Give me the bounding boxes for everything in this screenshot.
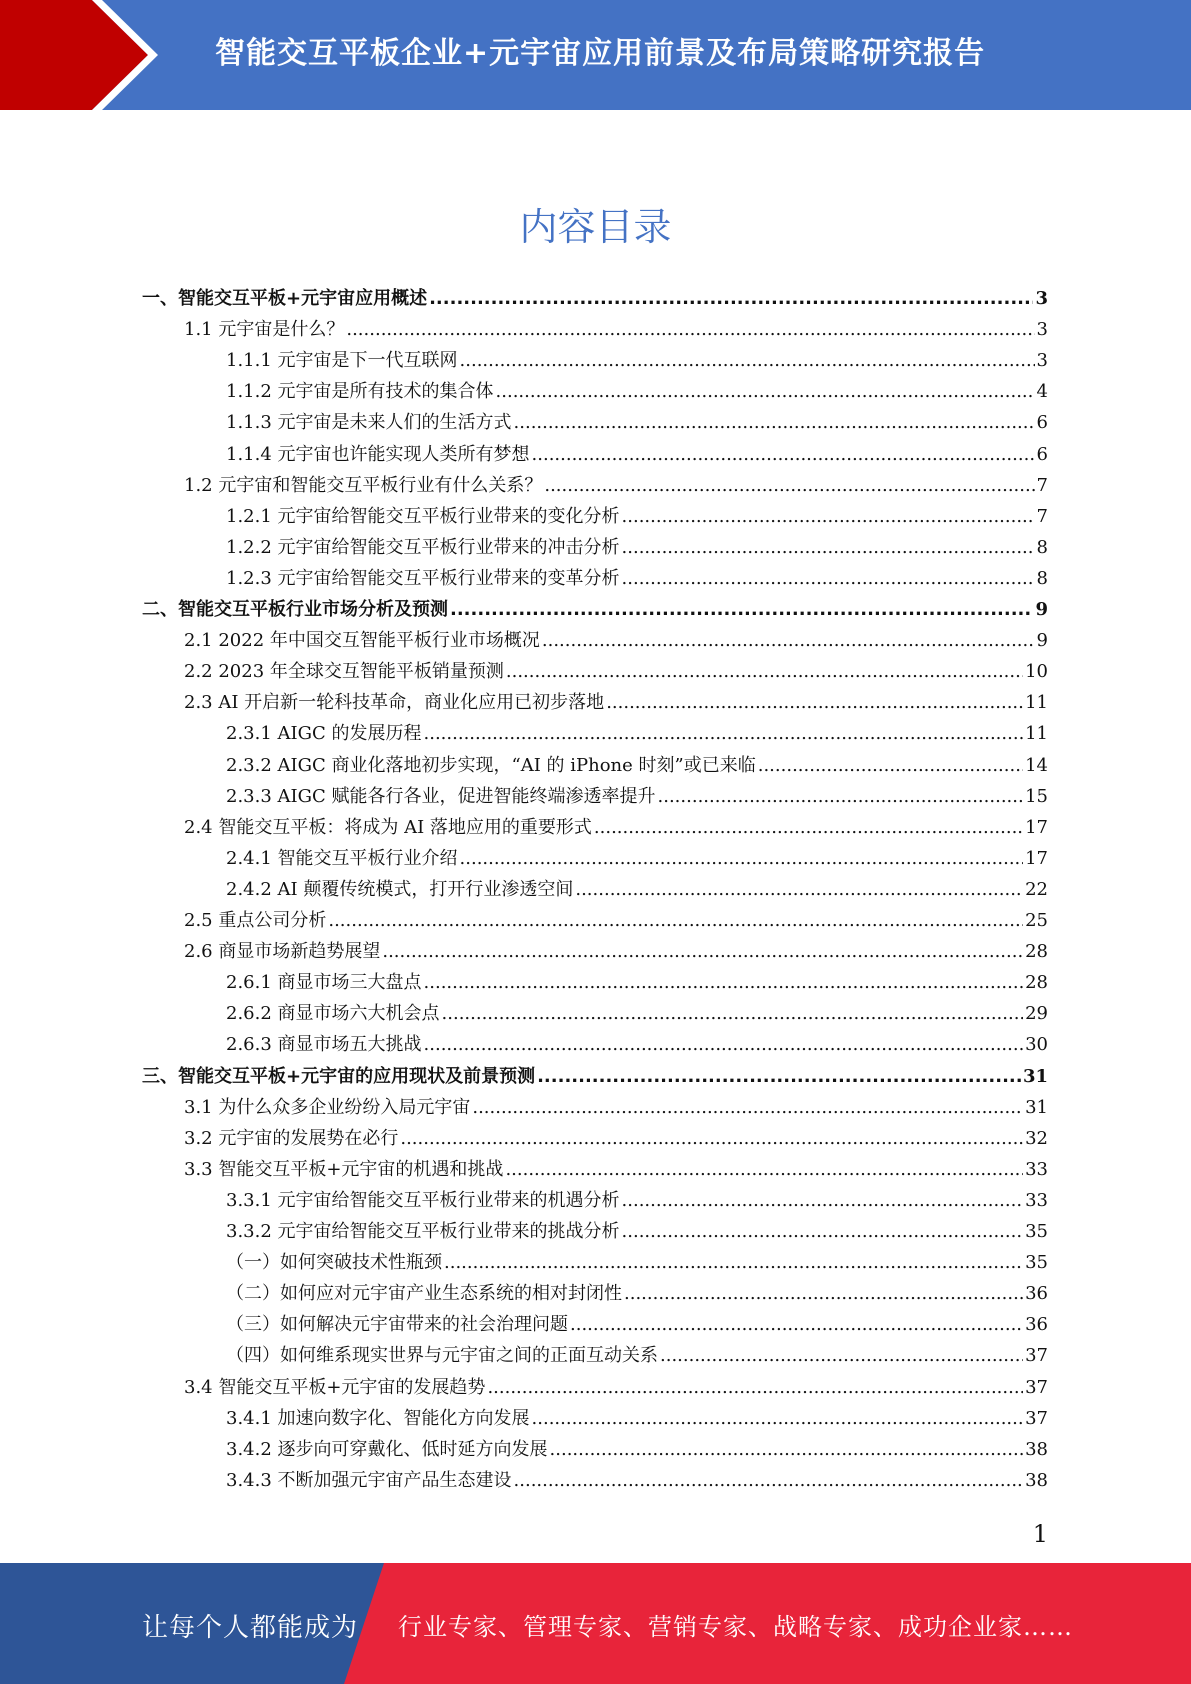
toc-entry[interactable] [226,999,1048,1030]
toc-entry-page: 29 [1025,1003,1048,1025]
toc-entry-title: 1.1.4 元宇宙也许能实现人类所有梦想 [226,443,530,465]
toc-dot-leader [594,817,1023,838]
toc-dot-leader [658,786,1024,807]
toc-dot-leader [442,1003,1024,1024]
toc-entry[interactable] [184,1155,1048,1186]
toc-entry-title: 2.4.1 智能交互平板行业介绍 [226,847,458,869]
toc-entry[interactable] [226,751,1048,782]
toc-entry-title: 3.4.1 加速向数字化、智能化方向发展 [226,1407,530,1429]
toc-entry-page: 33 [1025,1158,1048,1180]
toc-dot-leader [532,1408,1024,1429]
toc-entry-title: 3.3.1 元宇宙给智能交互平板行业带来的机遇分析 [226,1189,620,1211]
toc-entry-page: 14 [1025,754,1048,776]
toc-entry[interactable] [184,1124,1048,1155]
toc-entry[interactable] [226,844,1048,875]
toc-entry-title: 2.6.2 商显市场六大机会点 [226,1003,440,1025]
toc-entry[interactable] [184,1093,1048,1124]
toc-dot-leader [460,350,1035,371]
toc-entry[interactable] [142,1062,1048,1093]
toc-dot-leader [444,1252,1023,1273]
toc-entry[interactable] [226,408,1048,439]
toc-entry-page: 31 [1022,1065,1048,1087]
toc-entry-title: 1.2.3 元宇宙给智能交互平板行业带来的变革分析 [226,567,620,589]
toc-entry-title: 2.1 2022 年中国交互智能平板行业市场概况 [184,630,540,652]
toc-entry-page: 37 [1025,1376,1048,1398]
toc-dot-leader [506,661,1023,682]
toc-entry[interactable] [226,875,1048,906]
toc-heading: 内容目录 [519,205,672,249]
toc-entry[interactable] [184,688,1048,719]
toc-entry-page: 36 [1025,1314,1048,1336]
toc-entry-title: 1.1 元宇宙是什么？ [184,319,345,341]
toc-entry-title: 2.6.1 商显市场三大盘点 [226,972,422,994]
toc-entry-title: 2.4 智能交互平板：将成为 AI 落地应用的重要形式 [184,816,592,838]
toc-entry[interactable] [184,471,1048,502]
toc-entry[interactable] [184,657,1048,688]
toc-dot-leader [400,1128,1023,1149]
toc-entry-page: 11 [1025,723,1048,745]
toc-dot-leader [328,910,1023,931]
toc-entry-page: 32 [1025,1127,1048,1149]
toc-entry[interactable] [226,346,1048,377]
toc-dot-leader [487,1377,1023,1398]
toc-entry-title: 2.5 重点公司分析 [184,910,327,931]
toc-entry[interactable] [184,813,1048,844]
toc-entry[interactable] [226,502,1048,533]
toc-entry-page: 6 [1036,412,1048,434]
toc-entry-title: 3.2 元宇宙的发展势在必行 [184,1127,399,1149]
toc-dot-leader [660,1345,1023,1366]
report-title: 智能交互平板企业+元宇宙应用前景及布局策略研究报告 [215,36,986,71]
toc-entry-title: 1.2 元宇宙和智能交互平板行业有什么关系？ [184,474,543,496]
footer-slogan-right: 行业专家、管理专家、营销专家、战略专家、成功企业家…… [398,1613,1073,1641]
toc-entry-title: 2.6 商显市场新趋势展望 [184,941,381,963]
toc-entry-page: 25 [1025,910,1048,931]
toc-entry-page: 38 [1025,1438,1048,1460]
toc-entry-page: 17 [1025,816,1048,838]
toc-entry[interactable] [226,440,1048,471]
toc-entry-title: 2.3.1 AIGC 的发展历程 [226,723,422,745]
toc-entry-page: 6 [1036,443,1048,465]
toc-entry-title: （一）如何突破技术性瓶颈 [226,1252,442,1274]
toc-dot-leader [758,755,1023,776]
toc-dot-leader [570,1314,1023,1335]
toc-dot-leader [424,1034,1024,1055]
toc-entry-title: 三、智能交互平板+元宇宙的应用现状及前景预测 [142,1065,536,1087]
toc-dot-leader [514,412,1035,433]
toc-entry[interactable] [226,1279,1048,1310]
toc-entry[interactable] [226,968,1048,999]
toc-entry-title: 2.2 2023 年全球交互智能平板销量预测 [184,661,504,683]
toc-dot-leader [424,972,1024,993]
toc-entry-page: 28 [1025,972,1048,994]
toc-dot-leader [622,506,1035,527]
toc-entry-title: 2.6.3 商显市场五大挑战 [226,1034,422,1056]
toc-entry-page: 22 [1025,878,1048,900]
toc-entry-page: 11 [1025,692,1048,714]
toc-entry-title: 1.2.2 元宇宙给智能交互平板行业带来的冲击分析 [226,536,620,558]
toc-entry[interactable] [226,719,1048,750]
toc-entry-page: 37 [1025,1345,1048,1367]
toc-entry-title: 3.3 智能交互平板+元宇宙的机遇和挑战 [184,1158,504,1180]
toc-dot-leader [550,1439,1024,1460]
toc-entry-page: 8 [1036,536,1048,558]
toc-dot-leader [450,599,1033,620]
toc-entry-title: 2.3.2 AIGC 商业化落地初步实现，“AI 的 iPhone 时刻”或已来临 [226,754,756,776]
toc-dot-leader [624,1283,1023,1304]
toc-entry[interactable] [184,906,1048,937]
toc-entry[interactable] [226,564,1048,595]
toc-entry[interactable] [226,782,1048,813]
toc-entry[interactable] [226,1186,1048,1217]
toc-entry[interactable] [226,1030,1048,1061]
toc-entry[interactable] [226,377,1048,408]
toc-dot-leader [460,848,1024,869]
toc-dot-leader [346,319,1034,340]
toc-dot-leader [429,288,1033,309]
toc-entry-page: 10 [1025,661,1048,683]
page-number: 1 [1032,1520,1048,1548]
toc-entry-page: 35 [1025,1252,1048,1274]
toc-entry-title: 一、智能交互平板+元宇宙应用概述 [142,288,428,309]
toc-entry-title: 二、智能交互平板行业市场分析及预测 [142,599,448,620]
toc-entry-page: 35 [1025,1221,1048,1242]
toc-entry[interactable] [142,595,1048,626]
toc-dot-leader [472,1097,1023,1118]
toc-dot-leader [606,692,1023,713]
toc-entry-title: 3.4.2 逐步向可穿戴化、低时延方向发展 [226,1438,548,1460]
toc-entry-title: 2.3 AI 开启新一轮科技革命，商业化应用已初步落地 [184,692,605,714]
toc-entry-title: （三）如何解决元宇宙带来的社会治理问题 [226,1314,568,1336]
toc-entry-page: 30 [1025,1034,1048,1056]
toc-entry[interactable] [226,1217,1048,1248]
toc-entry-title: 2.4.2 AI 颠覆传统模式，打开行业渗透空间 [226,878,574,900]
toc-entry-title: 3.4.3 不断加强元宇宙产品生态建设 [226,1469,512,1491]
toc-entry-title: （二）如何应对元宇宙产业生态系统的相对封闭性 [226,1283,622,1305]
toc-entry[interactable] [184,315,1048,346]
toc-entry[interactable] [184,937,1048,968]
toc-dot-leader [542,630,1035,651]
toc-dot-leader [424,723,1024,744]
toc-entry-page: 17 [1025,847,1048,869]
toc-entry-page: 9 [1036,630,1048,652]
toc-entry[interactable] [142,284,1048,315]
toc-entry[interactable] [184,626,1048,657]
toc-entry-page: 28 [1025,941,1048,963]
toc-entry[interactable] [226,1310,1048,1341]
toc-entry-page: 33 [1025,1189,1048,1211]
toc-entry-title: 1.1.1 元宇宙是下一代互联网 [226,350,458,372]
toc-entry-title: 3.3.2 元宇宙给智能交互平板行业带来的挑战分析 [226,1221,620,1242]
toc-entry-page: 15 [1025,785,1048,807]
toc-dot-leader [622,537,1035,558]
toc-entry-page: 36 [1025,1283,1048,1305]
toc-entry-title: 3.1 为什么众多企业纷纷入局元宇宙 [184,1096,471,1118]
toc-dot-leader [537,1066,1021,1087]
toc-entry-page: 9 [1035,599,1048,620]
toc-dot-leader [544,475,1034,496]
toc-entry-title: 3.4 智能交互平板+元宇宙的发展趋势 [184,1376,486,1398]
toc-entry[interactable] [226,1466,1048,1497]
toc-dot-leader [514,1470,1024,1491]
toc-dot-leader [575,879,1023,900]
report-footer-banner [0,1563,1191,1684]
toc-dot-leader [496,381,1035,402]
toc-entry-page: 7 [1036,474,1048,496]
toc-entry-page: 37 [1025,1407,1048,1429]
toc-dot-leader [622,1190,1024,1211]
toc-entry-title: （四）如何维系现实世界与元宇宙之间的正面互动关系 [226,1345,658,1367]
toc-entry-title: 2.3.3 AIGC 赋能各行各业，促进智能终端渗透率提升 [226,785,656,807]
toc-entry-page: 4 [1036,381,1048,403]
toc-entry[interactable] [226,1341,1048,1372]
toc-dot-leader [382,941,1023,962]
toc-entry-page: 38 [1025,1469,1048,1491]
toc-dot-leader [622,1221,1024,1242]
toc-entry-page: 3 [1035,288,1048,309]
toc-entry-title: 1.2.1 元宇宙给智能交互平板行业带来的变化分析 [226,505,620,527]
toc-entry-title: 1.1.3 元宇宙是未来人们的生活方式 [226,412,512,434]
toc-entry[interactable] [226,1248,1048,1279]
toc-entry-page: 7 [1036,505,1048,527]
toc-dot-leader [532,444,1035,465]
toc-entry[interactable] [184,1373,1048,1404]
toc-entry-title: 1.1.2 元宇宙是所有技术的集合体 [226,381,494,403]
toc-entry-page: 3 [1036,350,1048,372]
toc-entry-page: 31 [1025,1096,1048,1118]
toc-entry[interactable] [226,1435,1048,1466]
toc-entry-page: 3 [1036,319,1048,341]
toc-entry-page: 8 [1036,567,1048,589]
footer-slogan-left: 让每个人都能成为 [142,1613,359,1643]
report-header-banner [0,0,1191,110]
toc-dot-leader [622,568,1035,589]
toc-entry[interactable] [226,1404,1048,1435]
toc-dot-leader [505,1159,1023,1180]
toc-entry[interactable] [226,533,1048,564]
